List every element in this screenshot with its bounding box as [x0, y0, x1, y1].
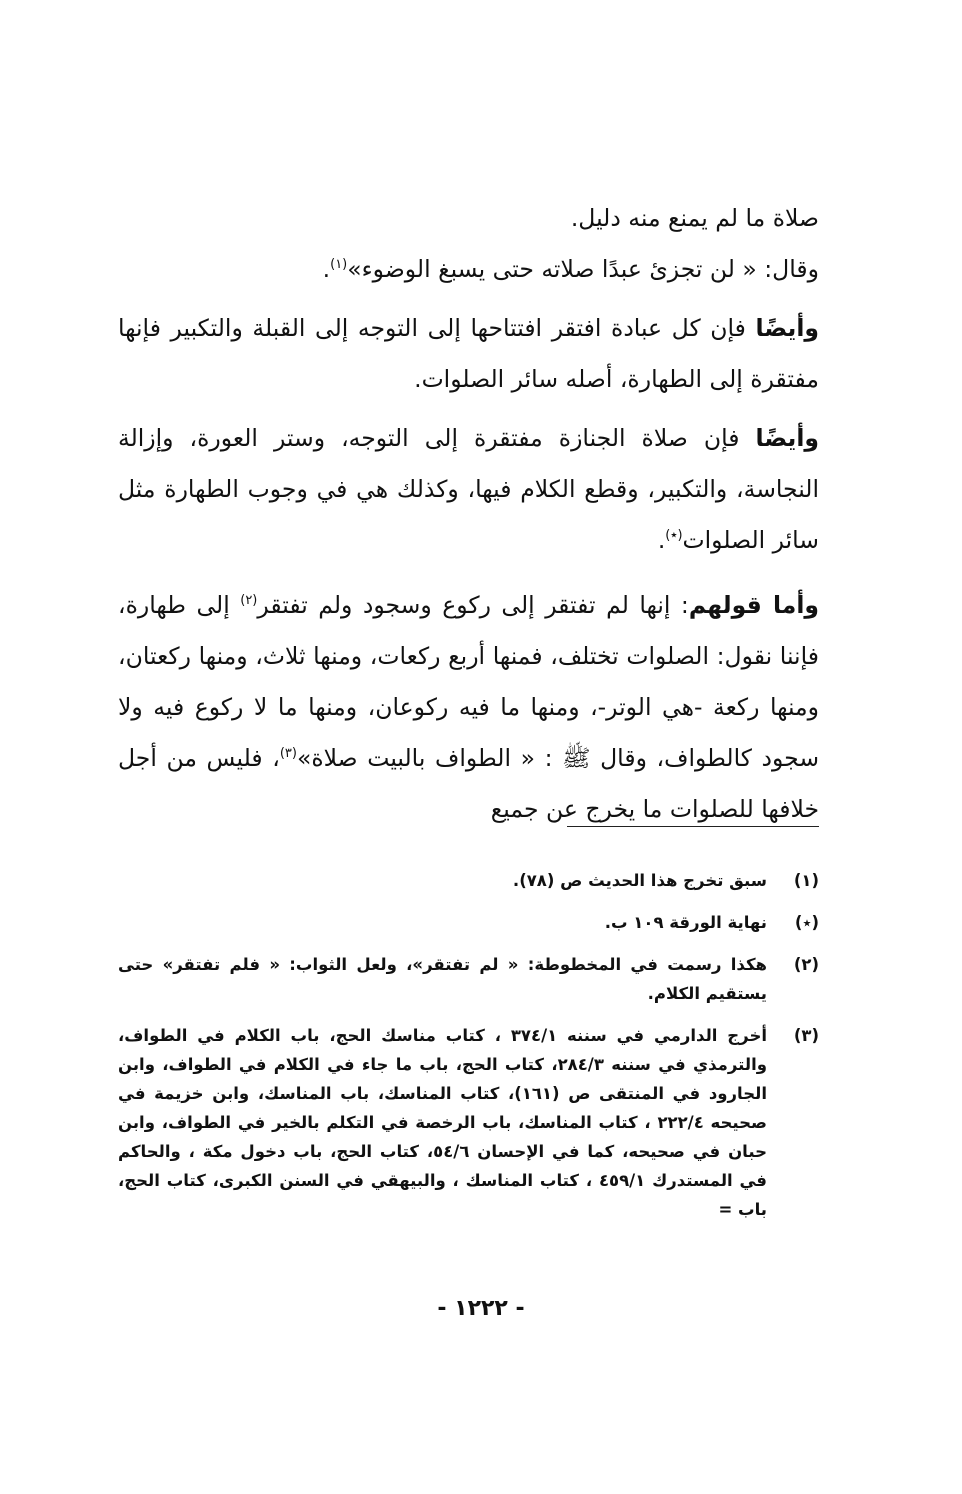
paragraph-3-lead: وأيضًا: [755, 314, 819, 342]
footnote-text: أخرج الدارمي في سننه ٣٧٤/١ ، كتاب مناسك الحج، باب الكلام في الطواف، والترمذي في سننه ٢٨٤/٣، كتاب الحج، باب ما جاء في الكلام في الطواف، وابن الجارود في المنتقى ص (١٦١)، كتاب المناسك، باب المناسك، وابن خزيمة في صحيحه ٢٢٢/٤ ، كتاب المناسك، باب الرخصة في التكلم بالخير في الطواف، وابن حبان في صحيحه، كما في الإحسان ٥٤/٦، كتاب الحج، باب دخول مكة ، والحاكم في المستدرك ٤٥٩/١ ، كتاب المناسك ، والبيهقي في السنن الكبرى، كتاب الحج، باب =: [118, 1026, 768, 1219]
footnote-marker: (٣): [793, 1026, 819, 1045]
footnote-marker: (٢): [793, 955, 819, 974]
footnote-ref-1: (١): [330, 257, 348, 272]
footnote-text: نهاية الورقة ١٠٩ ب.: [604, 913, 767, 932]
footnote-item: [118, 866, 819, 895]
page-number: - ١٢٢٢ -: [437, 1296, 525, 1321]
paragraph-4-lead: وأيضًا: [755, 424, 819, 452]
paragraph-2-text: وقال: « لن تجزئ عبدًا صلاته حتى يسبغ الوضوء»: [347, 255, 819, 283]
footnote-ref-2: (٢): [240, 593, 258, 608]
footnote-separator: [567, 826, 819, 827]
footnote-marker: (١): [793, 871, 819, 890]
paragraph-1-text: صلاة ما لم يمنع منه دليل.: [570, 204, 819, 232]
footnote-item: [118, 1021, 819, 1224]
paragraph-2: [118, 244, 819, 295]
paragraph-4: [118, 413, 819, 566]
paragraph-4-text: فإن صلاة الجنازة مفتقرة إلى التوجه، وستر العورة، وإزالة النجاسة، والتكبير، وقطع الكلام فيها، وكذلك هي في وجوب الطهارة مثل سائر الصلوات: [118, 424, 819, 554]
paragraph-3-text: فإن كل عبادة افتقر افتتاحها إلى التوجه إلى القبلة والتكبير فإنها مفتقرة إلى الطهارة، أصله سائر الصلوات.: [118, 314, 819, 393]
footnotes: [118, 866, 819, 1237]
paragraph-4-end: .: [657, 526, 666, 554]
footnote-marker: (٭): [794, 913, 819, 932]
footnote-text: سبق تخرج هذا الحديث ص (٧٨).: [512, 871, 767, 890]
paragraph-5-text-c: ، فليس من أجل خلافها للصلوات ما يخرج عن جميع: [118, 744, 819, 823]
paragraph-5-lead: وأما قولهم: [688, 591, 819, 619]
paragraph-1: [118, 193, 819, 244]
footnote-item: [118, 950, 819, 1008]
paragraph-5-text-b: إلى طهارة، فإننا نقول: الصلوات تختلف، فمنها أربع ركعات، ومنها ثلاث، ومنها ركعتان، ومنها ركعة -هي الوتر-، ومنها ما فيه ركوعان، ومنها ما لا ركوع فيه ولا سجود كالطواف، وقال ﷺ : « الطواف بالبيت صلاة»: [118, 591, 820, 772]
footnote-ref-3: (٣): [279, 746, 297, 761]
paragraph-3: [118, 303, 819, 405]
footnote-ref-star: (٭): [665, 528, 683, 543]
paragraph-5-text-a: : إنها لم تفتقر إلى ركوع وسجود ولم تفتقر: [257, 591, 689, 619]
footnote-text: هكذا رسمت في المخطوطة: « لم تفتقر»، ولعل الثواب: « فلم تفتقر» حتى يستقيم الكلام.: [118, 955, 767, 1003]
paragraph-2-end: .: [322, 255, 331, 283]
footnote-item: [118, 908, 819, 937]
main-text: [118, 193, 819, 835]
paragraph-5: [118, 580, 819, 835]
